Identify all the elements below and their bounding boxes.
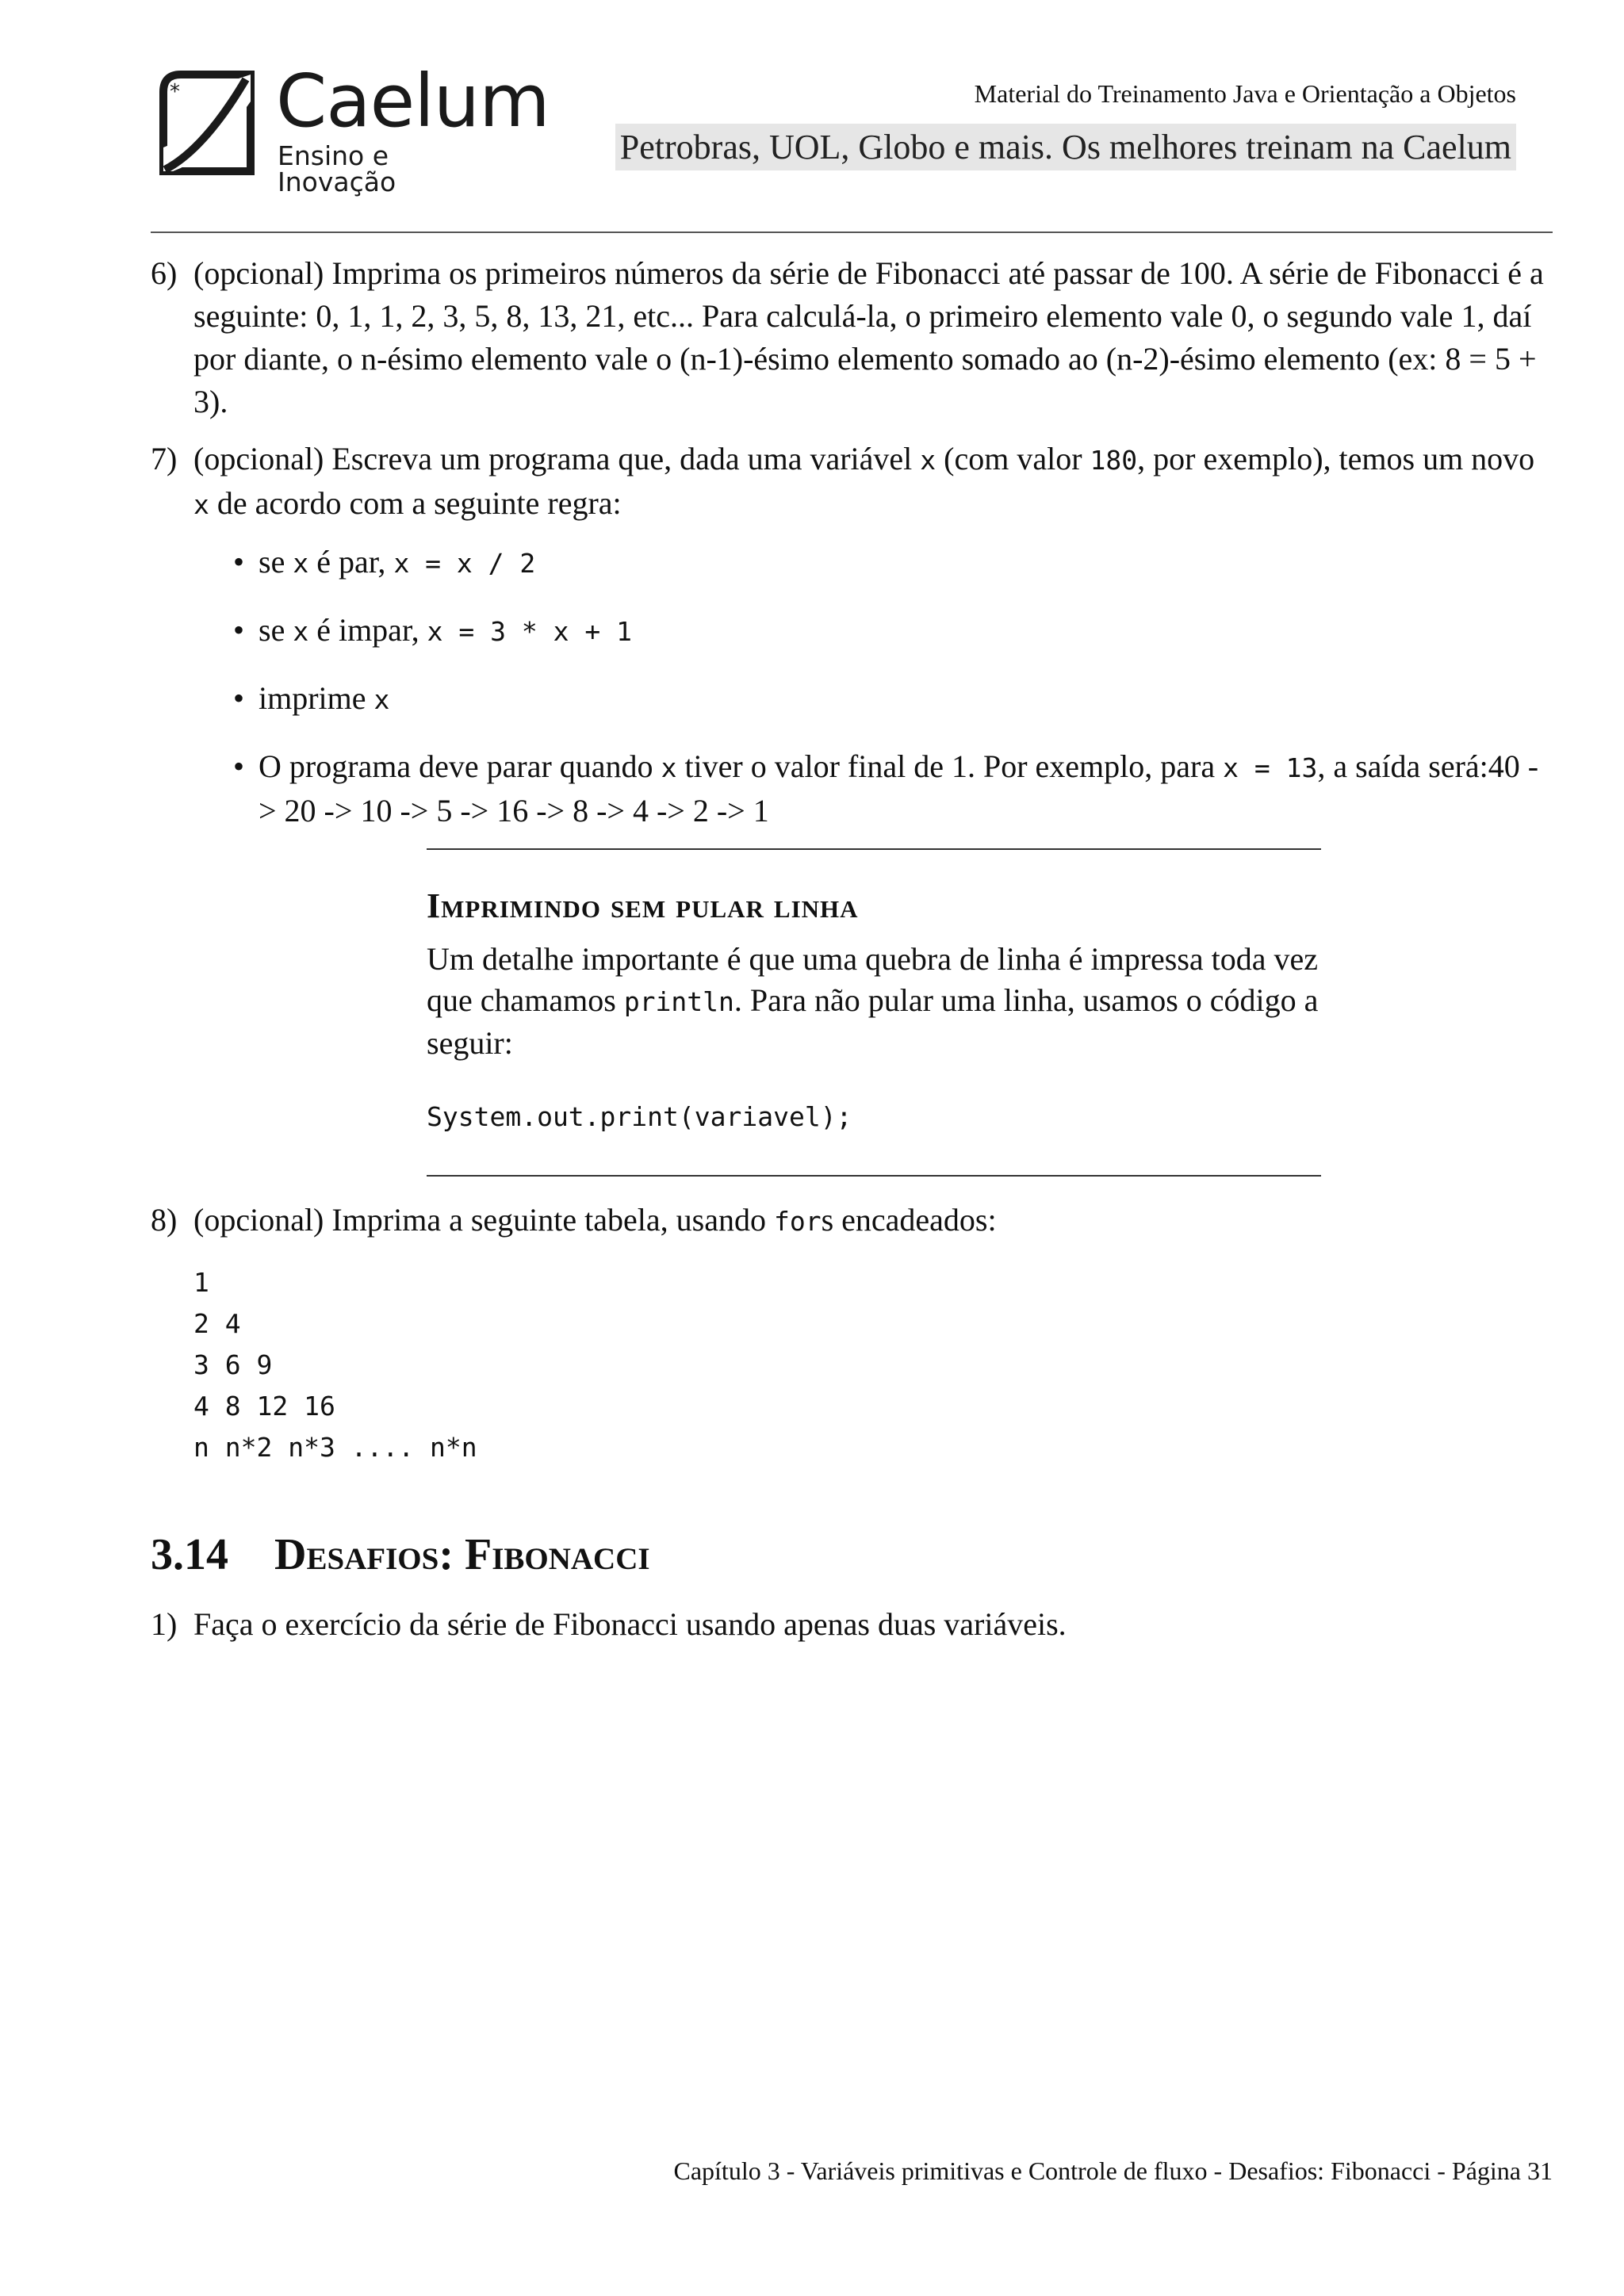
exercise-text: , por exemplo), temos um novo bbox=[1137, 441, 1535, 476]
header-course-title: Material do Treinamento Java e Orientação a Objetos bbox=[974, 79, 1516, 108]
exercise-number: 1) bbox=[151, 1606, 178, 1642]
list-text: se bbox=[259, 612, 293, 648]
tip-box bbox=[427, 848, 1321, 1177]
caelum-logo bbox=[157, 59, 550, 197]
inline-code: x bbox=[193, 489, 209, 520]
inline-code: 180 bbox=[1090, 445, 1138, 476]
tip-text-part: Um detalhe importante é que uma quebra de linha é impressa toda vez que chamamos bbox=[427, 941, 1319, 1018]
logo-wordmark: Caelum bbox=[276, 59, 550, 144]
header-banner: Petrobras, UOL, Globo e mais. Os melhores treinam na Caelum bbox=[615, 124, 1516, 170]
exercise-text: (opcional) Escreva um programa que, dada uma variável bbox=[193, 441, 921, 476]
exercise-text: de acordo com a seguinte regra: bbox=[209, 485, 622, 521]
code-block: System.out.print(variavel); bbox=[427, 1101, 852, 1132]
exercise-text: (opcional) Imprima a seguinte tabela, usando bbox=[193, 1202, 774, 1238]
exercise-text: (opcional) Imprima os primeiros números da série de Fibonacci até passar de 100. A série de Fibonacci é a seguinte: 0, 1, 1, 2, 3, 5, 8, 13, 21, etc... Para calculá-la, o primeiro elemento vale 0, o segundo vale 1, daí por diante, o n-ésimo elemento vale o (n-1)-ésimo elemento somado ao (n-2)-ésimo elemento (ex: 8 = 5 + 3). bbox=[193, 255, 1544, 419]
exercise-text: (com valor bbox=[936, 441, 1090, 476]
list-text: , a saída será:40 -> 20 -> 10 -> 5 -> 16 -> 8 -> 4 -> 2 -> 1 bbox=[259, 748, 1539, 828]
list-item bbox=[233, 541, 1553, 585]
bullet-icon: • bbox=[233, 544, 245, 580]
logo-tagline: Ensino e Inovação bbox=[278, 140, 396, 197]
page-footer: Capítulo 3 - Variáveis primitivas e Controle de fluxo - Desafios: Fibonacci - Página 31 bbox=[673, 2156, 1553, 2185]
bullet-icon: • bbox=[233, 748, 245, 784]
list-text: se bbox=[259, 544, 293, 580]
section-title: Desafios: Fibonacci bbox=[274, 1530, 650, 1579]
list-item bbox=[233, 609, 1553, 653]
inline-code: for bbox=[773, 1206, 822, 1237]
code-line: 1 bbox=[193, 1267, 209, 1298]
bullet-icon: • bbox=[233, 680, 245, 716]
exercise-number: 8) bbox=[151, 1202, 178, 1238]
section-number: 3.14 bbox=[151, 1530, 228, 1579]
inline-code: x bbox=[373, 684, 390, 715]
bullet-icon: • bbox=[233, 612, 245, 648]
list-text: é par, bbox=[308, 544, 394, 580]
inline-code: x bbox=[920, 445, 936, 476]
tip-text-part: . Para não pular uma linha, usamos o código a seguir: bbox=[427, 982, 1319, 1061]
exercise-number: 7) bbox=[151, 441, 178, 476]
list-text: O programa deve parar quando bbox=[259, 748, 661, 784]
header-divider bbox=[151, 232, 1553, 233]
rules-list bbox=[193, 541, 1553, 832]
code-line: 3 6 9 bbox=[193, 1349, 273, 1380]
code-line: n n*2 n*3 .... n*n bbox=[193, 1432, 477, 1463]
code-table bbox=[193, 1262, 1553, 1468]
list-item bbox=[233, 745, 1553, 832]
inline-code: x = 3 * x + 1 bbox=[427, 616, 632, 647]
tip-title: Imprimindo sem pular linha bbox=[427, 886, 859, 925]
exercise-number: 6) bbox=[151, 255, 178, 291]
list-text: é impar, bbox=[308, 612, 427, 648]
exercise-text: s encadeados: bbox=[821, 1202, 997, 1238]
exercise-6 bbox=[151, 252, 1553, 423]
list-item bbox=[233, 677, 1553, 721]
inline-code: x = 13 bbox=[1223, 752, 1318, 783]
exercise-text: Faça o exercício da série de Fibonacci usando apenas duas variáveis. bbox=[193, 1606, 1067, 1642]
challenge-1 bbox=[151, 1603, 1553, 1646]
section-heading bbox=[151, 1530, 1553, 1579]
tip-text bbox=[427, 939, 1321, 1064]
list-text: tiver o valor final de 1. Por exemplo, para bbox=[676, 748, 1224, 784]
inline-code: x = x / 2 bbox=[393, 548, 536, 579]
inline-code: println bbox=[623, 986, 734, 1017]
inline-code: x bbox=[661, 752, 677, 783]
page-content bbox=[151, 252, 1553, 1660]
svg-text:*: * bbox=[170, 80, 180, 104]
list-text: imprime bbox=[259, 680, 374, 716]
exercise-7 bbox=[151, 438, 1553, 832]
inline-code: x bbox=[293, 616, 309, 647]
caelum-logo-icon bbox=[157, 70, 255, 176]
code-line: 4 8 12 16 bbox=[193, 1391, 335, 1422]
code-line: 2 4 bbox=[193, 1308, 241, 1339]
exercise-8 bbox=[151, 1199, 1553, 1243]
inline-code: x bbox=[293, 548, 309, 579]
